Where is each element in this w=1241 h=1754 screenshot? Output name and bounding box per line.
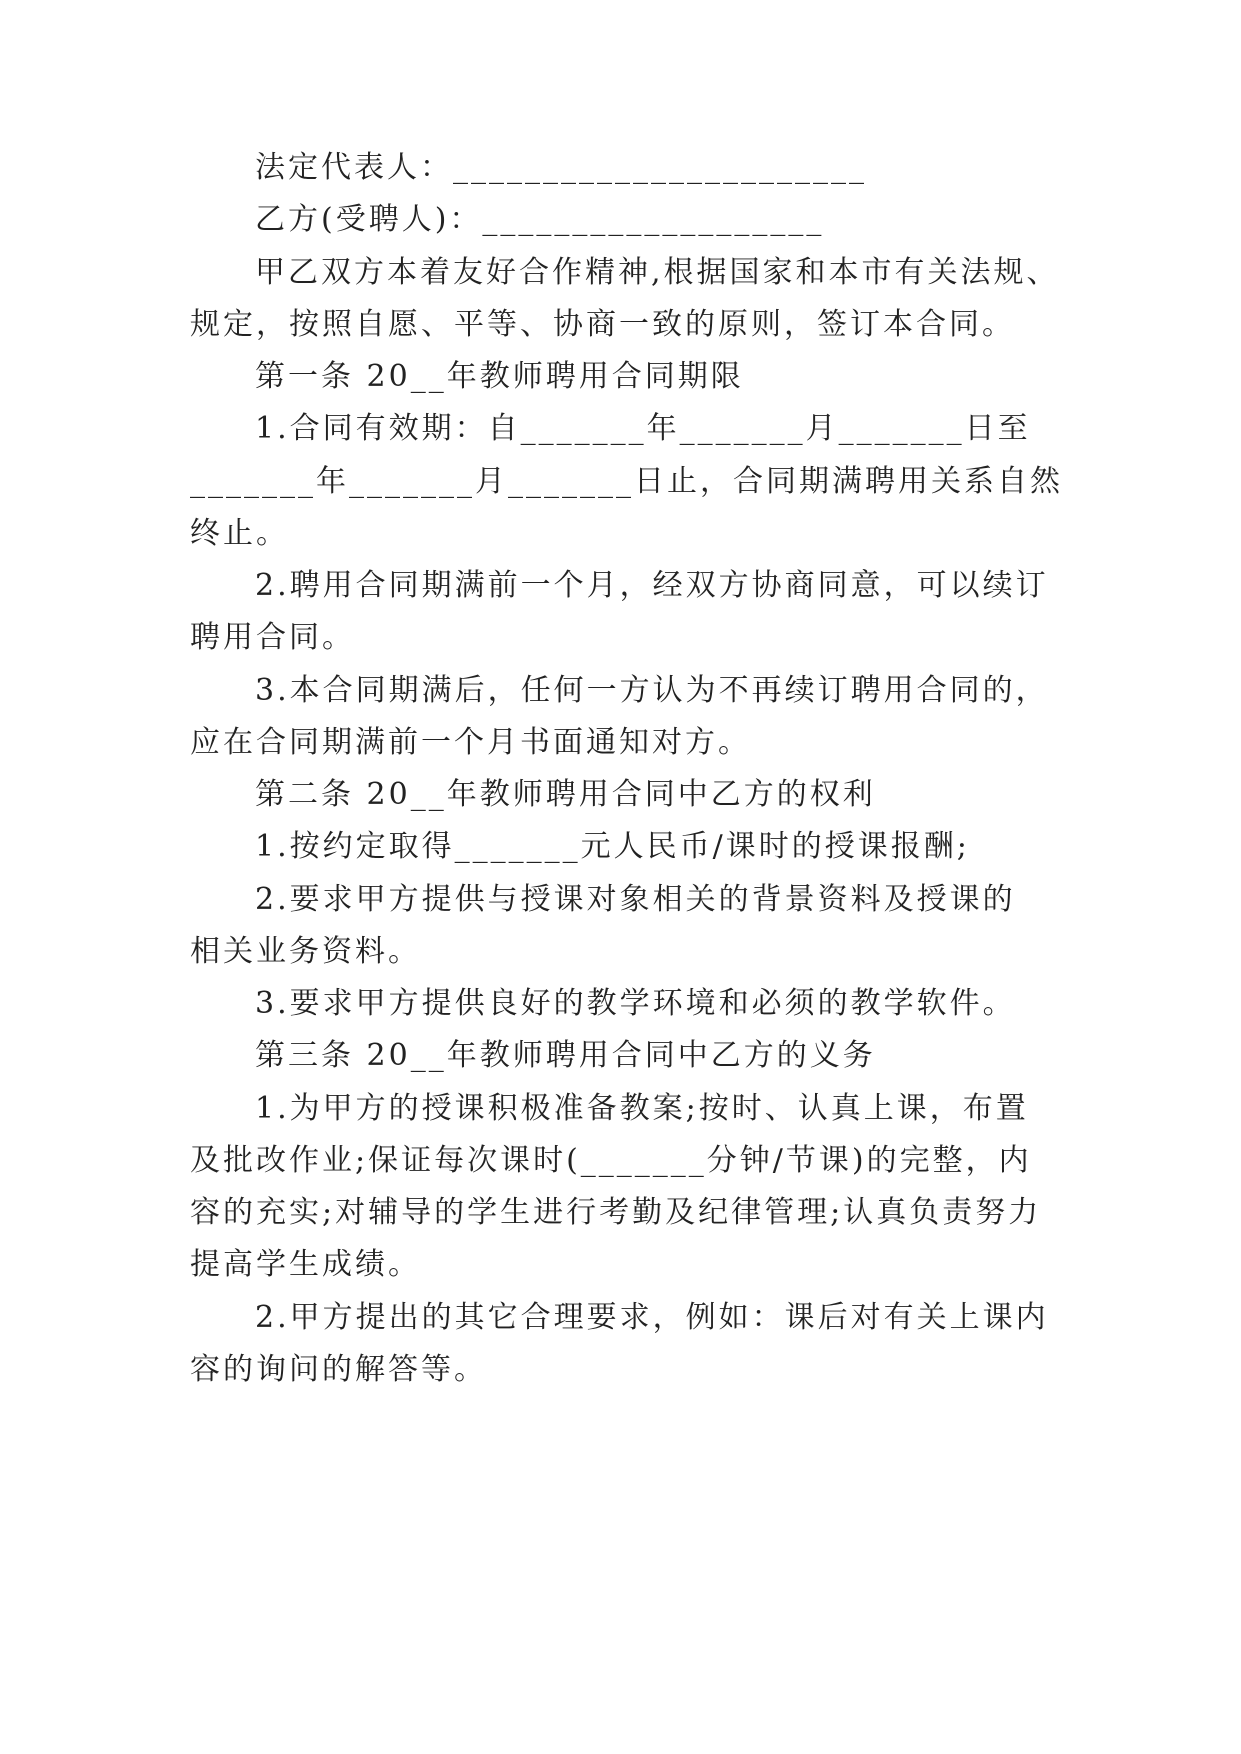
article-1-clause-3-line-2: 应在合同期满前一个月书面通知对方。 [190,725,751,760]
legal-representative-line: 法定代表人：_______________________ [255,150,867,185]
article-1-clause-1-line-2: _______年_______月_______日止，合同期满聘用关系自然 [190,464,1063,499]
article-3-heading: 第三条 20__年教师聘用合同中乙方的义务 [255,1038,876,1073]
party-b-line: 乙方(受聘人)：___________________ [255,202,825,237]
article-3-clause-1-line-3: 容的充实;对辅导的学生进行考勤及纪律管理;认真负责努力 [190,1195,1042,1230]
article-1-clause-1-line-1: 1.合同有效期：自_______年_______月_______日至 [255,411,1031,446]
article-2-clause-2-line-1: 2.要求甲方提供与授课对象相关的背景资料及授课的 [255,882,1016,917]
article-1-clause-3-line-1: 3.本合同期满后，任何一方认为不再续订聘用合同的， [255,673,1049,708]
article-2-heading: 第二条 20__年教师聘用合同中乙方的权利 [255,777,876,812]
preamble-line-1: 甲乙双方本着友好合作精神,根据国家和本市有关法规、 [255,255,1060,290]
article-3-clause-2-line-2: 容的询问的解答等。 [190,1352,487,1387]
article-1-heading: 第一条 20__年教师聘用合同期限 [255,359,744,394]
article-1-clause-2-line-1: 2.聘用合同期满前一个月，经双方协商同意，可以续订 [255,568,1049,603]
article-1-clause-1-line-3: 终止。 [190,516,289,551]
article-3-clause-2-line-1: 2.甲方提出的其它合理要求，例如：课后对有关上课内 [255,1300,1049,1335]
article-2-clause-2-line-2: 相关业务资料。 [190,934,421,969]
article-3-clause-1-line-1: 1.为甲方的授课积极准备教案;按时、认真上课，布置 [255,1091,1029,1126]
article-3-clause-1-line-4: 提高学生成绩。 [190,1247,421,1282]
article-2-clause-1: 1.按约定取得_______元人民币/课时的授课报酬; [255,829,970,864]
preamble-line-2: 规定，按照自愿、平等、协商一致的原则，签订本合同。 [190,307,1015,342]
article-3-clause-1-line-2: 及批改作业;保证每次课时(_______分钟/节课)的完整，内 [190,1143,1032,1178]
article-2-clause-3: 3.要求甲方提供良好的教学环境和必须的教学软件。 [255,986,1016,1021]
article-1-clause-2-line-2: 聘用合同。 [190,620,355,655]
